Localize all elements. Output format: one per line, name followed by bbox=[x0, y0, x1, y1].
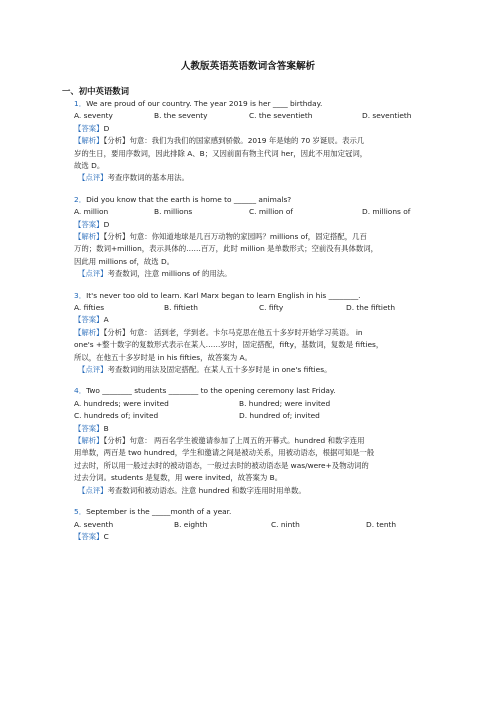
option-c: C. the seventieth bbox=[249, 111, 313, 121]
option-a: A. seventy bbox=[74, 111, 113, 121]
question-stem: 1．We are proud of our country. The year 2019 is her ____ birthday. bbox=[74, 99, 323, 108]
analysis: 【解析】【分析】句意：我们为我们的国家感到骄傲。2019 年是她的 70 岁诞辰。表示几 岁的生日，要用序数词，因此排除 A、B；又因前面有物主代词 her，因此不用加定冠词， 故选 D。 bbox=[74, 136, 368, 171]
question-stem: 2．Did you know that the earth is home to ______ animals? bbox=[74, 194, 292, 204]
option-c: C. ninth bbox=[271, 519, 300, 529]
question-3 bbox=[74, 290, 436, 377]
option-b: B. eighth bbox=[174, 519, 208, 529]
question-options bbox=[74, 110, 436, 122]
question-5 bbox=[74, 506, 436, 543]
analysis: 【解析】【分析】句意：你知道地球是几百万动物的家园吗？millions of，固定搭配，几百 万的；数词+million，表示具体的……百万，此时 million 是单数形式；空前没有具体数词， 因此用 millions of，故选 D。 bbox=[74, 232, 379, 266]
option-b: B. fiftieth bbox=[164, 303, 198, 313]
option-a: A. hundreds; were invited bbox=[74, 398, 169, 408]
question-options bbox=[74, 410, 436, 422]
answer-value: D bbox=[103, 219, 110, 229]
question-options bbox=[74, 519, 436, 531]
question-number: 3． bbox=[74, 290, 87, 300]
question-number: 2． bbox=[74, 194, 87, 204]
answer-line: 【答案】D bbox=[74, 123, 110, 133]
option-d: D. the fiftieth bbox=[346, 303, 396, 313]
answer-line: 【答案】A bbox=[74, 315, 109, 325]
comment: 【点评】考查数词的用法及固定搭配。在某人五十多岁时是 in one's fifties。 bbox=[78, 365, 332, 375]
comment: 【点评】考查数词，注意 millions of 的用法。 bbox=[78, 269, 232, 279]
comment: 【点评】考查数词和被动语态。注意 hundred 和数字连用时用单数。 bbox=[78, 485, 306, 495]
comment: 【点评】考查序数词的基本用法。 bbox=[78, 173, 189, 183]
analysis: 【解析】【分析】句意： 两百名学生被邀请参加了上周五的开幕式。hundred 和数字连用 用单数，两百是 two hundred，学生和邀请之间是被动关系，用被动语态，根据可知是一般 过去时，所以用一般过去时的被动语态，一般过去时的被动语态是 was/were+及物动词的 过去分词。students 是复数，用 were invited，故答案为 B。 bbox=[74, 436, 375, 483]
question-options bbox=[74, 302, 436, 314]
answer-line: 【答案】C bbox=[74, 531, 109, 541]
question-number: 5． bbox=[74, 507, 87, 517]
section-title: 一、初中英语数词 bbox=[62, 86, 129, 96]
question-stem: 3．It's never too old to learn. Karl Marx began to learn English in his ________. bbox=[74, 290, 361, 300]
option-d: D. hundred of; invited bbox=[239, 411, 320, 421]
option-a: A. fifties bbox=[74, 303, 105, 313]
answer-line: 【答案】D bbox=[74, 219, 110, 229]
analysis: 【解析】【分析】句意： 活到老，学到老。卡尔马克思在他五十多岁时开始学习英语。 in one's +整十数字的复数形式表示在某人……岁时，固定搭配，fifty，基数词，复数是 fifties， 所以，在他五十多岁时是 in his fifties，故答案为 A。 bbox=[74, 327, 384, 362]
answer-value: A bbox=[103, 315, 109, 325]
option-b: B. the seventy bbox=[154, 111, 208, 121]
question-options bbox=[74, 398, 436, 410]
option-a: A. million bbox=[74, 207, 109, 217]
option-c: C. hundreds of; invited bbox=[74, 411, 159, 421]
question-list bbox=[74, 98, 436, 552]
answer-value: C bbox=[103, 531, 109, 541]
question-number: 1． bbox=[74, 99, 87, 108]
option-a: A. seventh bbox=[74, 519, 114, 529]
question-2 bbox=[74, 194, 436, 281]
answer-value: D bbox=[103, 123, 110, 133]
option-c: C. fifty bbox=[259, 303, 284, 313]
option-b: B. millions bbox=[154, 207, 193, 217]
question-number: 4． bbox=[74, 386, 87, 396]
question-stem: 5．September is the _____month of a year. bbox=[74, 507, 232, 517]
option-d: D. seventieth bbox=[362, 111, 412, 121]
question-1 bbox=[74, 98, 436, 185]
question-options bbox=[74, 206, 436, 218]
option-d: D. millions of bbox=[362, 207, 411, 217]
answer-value: B bbox=[103, 423, 109, 433]
option-d: D. tenth bbox=[366, 519, 397, 529]
option-b: B. hundred; were invited bbox=[239, 398, 331, 408]
option-c: C. million of bbox=[249, 207, 293, 217]
document-title: 人教版英语英语数词含答案解析 bbox=[180, 61, 316, 72]
question-stem: 4．Two ________ students ________ to the opening ceremony last Friday. bbox=[74, 386, 336, 396]
question-4 bbox=[74, 385, 436, 497]
answer-line: 【答案】B bbox=[74, 423, 109, 433]
